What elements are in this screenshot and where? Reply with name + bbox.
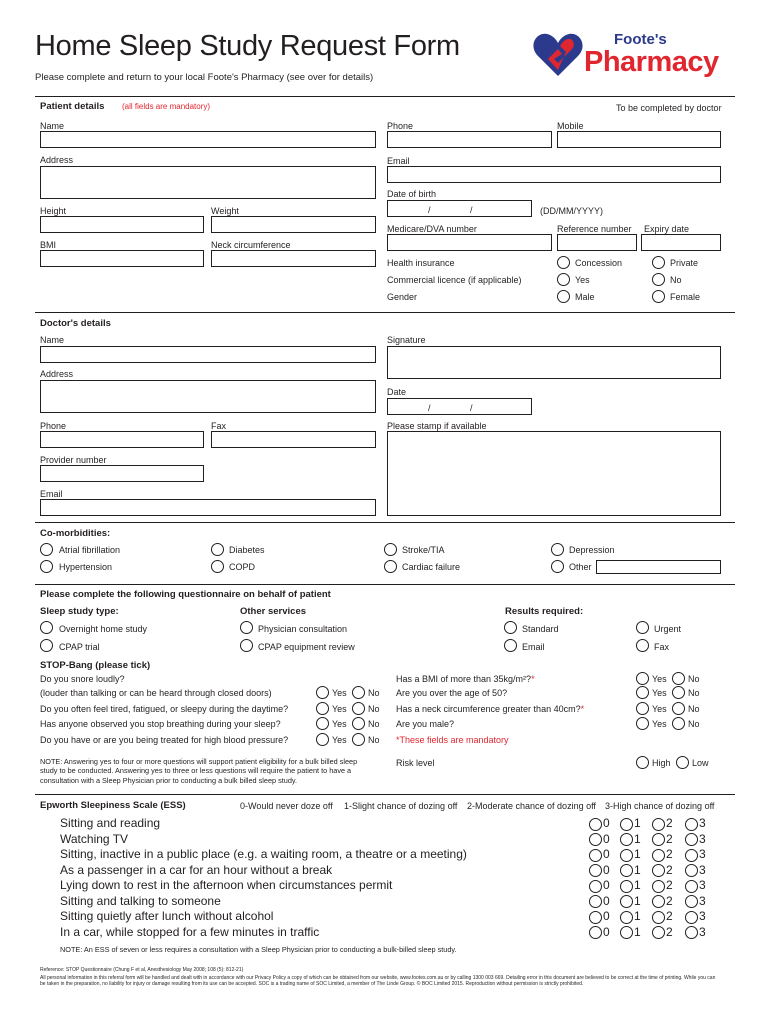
yes-radio[interactable] — [636, 702, 649, 715]
comorbid-radio[interactable] — [384, 560, 397, 573]
no-radio[interactable] — [672, 717, 685, 730]
ess-option-label: 1 — [634, 831, 641, 846]
ess-option-label: 3 — [699, 878, 706, 892]
ess-option-label: 1 — [634, 862, 641, 877]
expiry-input[interactable] — [641, 234, 721, 251]
name-label: Name — [40, 121, 65, 131]
comorbid-label: Depression — [569, 545, 615, 555]
ess-radio[interactable] — [620, 880, 633, 893]
ess-option-label: 3 — [699, 816, 706, 830]
date-slash: / — [470, 403, 473, 413]
overnight-radio[interactable] — [40, 621, 53, 634]
yes-radio[interactable] — [636, 717, 649, 730]
ess-item-label: Sitting quietly after lunch without alcohol — [60, 909, 274, 923]
ess-option-label: 2 — [666, 862, 673, 877]
stop-note: NOTE: Answering yes to four or more questions will support patient eligibility for a bulk billed sleep study to be conducted. Answering yes to three or less questions will require the patient to have a consultation with a Sleep Physician prior to conducting a bulk billed sleep study. — [40, 757, 358, 785]
divider — [35, 794, 735, 795]
ess-radio[interactable] — [685, 880, 698, 893]
doctor-heading: Doctor's details — [40, 318, 111, 329]
email-label: Email — [387, 156, 410, 166]
no-radio[interactable] — [672, 672, 685, 685]
doctor-fax-input[interactable] — [211, 431, 376, 448]
bmi-label: BMI — [40, 240, 57, 250]
ess-radio[interactable] — [620, 911, 633, 924]
commercial-no-radio[interactable] — [652, 273, 665, 286]
ess-option-label: 0 — [603, 878, 610, 892]
email-result-radio[interactable] — [504, 639, 517, 652]
ess-radio[interactable] — [589, 911, 602, 924]
commercial-yes-radio[interactable] — [557, 273, 570, 286]
ess-item-label: Sitting, inactive in a public place (e.g. a waiting room, a theatre or a meeting) — [60, 847, 467, 861]
yes-label: Yes — [332, 735, 347, 745]
height-label: Height — [40, 206, 67, 216]
comorbid-radio[interactable] — [211, 543, 224, 556]
address-label: Address — [40, 155, 74, 165]
divider — [35, 96, 735, 97]
no-label: No — [368, 719, 380, 729]
page-title: Home Sleep Study Request Form — [35, 30, 460, 62]
doctor-fax-label: Fax — [211, 421, 227, 431]
cpap-trial-radio[interactable] — [40, 639, 53, 652]
no-label: No — [368, 688, 380, 698]
commercial-label: Commercial licence (if applicable) — [387, 275, 522, 285]
doctor-phone-label: Phone — [40, 421, 67, 431]
ess-option-label: 1 — [634, 878, 641, 892]
comorbid-label: Diabetes — [229, 545, 265, 555]
other-services-heading: Other services — [240, 606, 307, 617]
yes-label: Yes — [332, 688, 347, 698]
urgent-label: Urgent — [654, 624, 682, 634]
concession-radio[interactable] — [557, 256, 570, 269]
yes-label: Yes — [332, 719, 347, 729]
stop-question-text: Has a BMI of more than 35kg/m²? — [396, 674, 532, 684]
stop-question: Do you have or are you being treated for high blood pressure? — [40, 735, 289, 745]
yes-label: Yes — [332, 704, 347, 714]
private-label: Private — [670, 258, 699, 268]
ess-radio[interactable] — [620, 833, 633, 846]
ess-radio[interactable] — [652, 833, 665, 846]
yes-label: Yes — [652, 704, 667, 714]
stop-question: Do you snore loudly? — [40, 674, 125, 684]
ess-option-label: 1 — [634, 847, 641, 861]
ess-item-label: Watching TV — [60, 831, 129, 846]
ess-radio[interactable] — [652, 818, 665, 831]
comorbid-label: COPD — [229, 562, 256, 572]
ess-radio[interactable] — [652, 849, 665, 862]
physician-radio[interactable] — [240, 621, 253, 634]
ess-option-label: 3 — [699, 909, 706, 923]
male-radio[interactable] — [557, 290, 570, 303]
ess-radio[interactable] — [685, 926, 698, 939]
ess-radio[interactable] — [685, 849, 698, 862]
ess-radio[interactable] — [652, 911, 665, 924]
stop-question: (louder than talking or can be heard through closed doors) — [40, 688, 272, 698]
ess-radio[interactable] — [589, 926, 602, 939]
low-radio[interactable] — [676, 756, 689, 769]
private-radio[interactable] — [652, 256, 665, 269]
ess-option-label: 3 — [699, 924, 706, 939]
cpap-review-label: CPAP equipment review — [258, 642, 355, 652]
ess-option-label: 2 — [666, 893, 673, 908]
no-radio[interactable] — [672, 686, 685, 699]
comorbid-label: Cardiac failure — [402, 562, 461, 572]
yes-label: Yes — [652, 688, 667, 698]
ess-radio[interactable] — [620, 849, 633, 862]
doctor-note: To be completed by doctor — [616, 103, 722, 113]
commercial-yes-label: Yes — [575, 275, 590, 285]
yes-radio[interactable] — [316, 717, 329, 730]
risk-label: Risk level — [396, 758, 435, 768]
ess-radio[interactable] — [589, 833, 602, 846]
ess-scale: 3-High chance of dozing off — [605, 801, 715, 811]
ess-scale: 1-Slight chance of dozing off — [344, 801, 458, 811]
ess-option-label: 3 — [699, 831, 706, 846]
weight-label: Weight — [211, 206, 239, 216]
comorbid-label: Stroke/TIA — [402, 545, 445, 555]
patient-email-input[interactable] — [387, 166, 721, 183]
medicare-input[interactable] — [387, 234, 552, 251]
mobile-label: Mobile — [557, 121, 584, 131]
ess-option-label: 3 — [699, 862, 706, 877]
stop-question: Has anyone observed you stop breathing during your sleep? — [40, 719, 281, 729]
patient-heading: Patient details — [40, 101, 105, 112]
logo-bottom-text: Pharmacy — [584, 46, 719, 78]
ess-radio[interactable] — [589, 849, 602, 862]
doctor-name-label: Name — [40, 335, 65, 345]
signature-input[interactable] — [387, 346, 721, 379]
ess-scale: 0-Would never doze off — [240, 801, 333, 811]
male-label: Male — [575, 292, 595, 302]
stop-question — [396, 705, 584, 714]
doctor-email-input[interactable] — [40, 499, 376, 516]
yes-radio[interactable] — [316, 686, 329, 699]
comorbid-label: Atrial fibrillation — [59, 545, 121, 555]
ess-radio[interactable] — [652, 864, 665, 877]
yes-radio[interactable] — [636, 672, 649, 685]
bmi-input[interactable] — [40, 250, 204, 267]
doctor-email-label: Email — [40, 489, 63, 499]
footer-reference: Reference: STOP Questionnaire (Chung F et al, Anesthesiology May 2008; 108 (5): 812-21) — [40, 967, 244, 973]
high-radio[interactable] — [636, 756, 649, 769]
overnight-label: Overnight home study — [59, 624, 148, 634]
yes-radio[interactable] — [636, 686, 649, 699]
doctor-name-input[interactable] — [40, 346, 376, 363]
divider — [35, 312, 735, 313]
urgent-radio[interactable] — [636, 621, 649, 634]
ess-option-label: 0 — [603, 924, 610, 939]
yes-label: Yes — [652, 719, 667, 729]
no-label: No — [368, 704, 380, 714]
ess-option-label: 0 — [603, 847, 610, 861]
ess-heading: Epworth Sleepiness Scale (ESS) — [40, 800, 186, 811]
patient-address-input[interactable] — [40, 166, 376, 199]
commercial-no-label: No — [670, 275, 682, 285]
ess-option-label: 2 — [666, 831, 673, 846]
standard-radio[interactable] — [504, 621, 517, 634]
comorbid-radio[interactable] — [40, 543, 53, 556]
ess-item-label: Lying down to rest in the afternoon when circumstances permit — [60, 878, 393, 892]
concession-label: Concession — [575, 258, 623, 268]
neck-input[interactable] — [211, 250, 376, 267]
ess-radio[interactable] — [620, 926, 633, 939]
mandatory-text: *These fields are mandatory — [396, 735, 509, 745]
fax-result-radio[interactable] — [636, 639, 649, 652]
ess-radio[interactable] — [620, 895, 633, 908]
fax-result-label: Fax — [654, 642, 670, 652]
phone-label: Phone — [387, 121, 414, 131]
medicare-label: Medicare/DVA number — [387, 224, 477, 234]
health-insurance-label: Health insurance — [387, 258, 455, 268]
ess-option-label: 2 — [666, 878, 673, 892]
stop-question: Do you often feel tired, fatigued, or sleepy during the daytime? — [40, 704, 289, 714]
weight-input[interactable] — [211, 216, 376, 233]
ess-option-label: 0 — [603, 862, 610, 877]
ess-radio[interactable] — [589, 864, 602, 877]
ess-item-label: Sitting and reading — [60, 816, 161, 830]
doctor-address-label: Address — [40, 369, 74, 379]
divider — [35, 522, 735, 523]
female-radio[interactable] — [652, 290, 665, 303]
ess-note: NOTE: An ESS of seven or less requires a consultation with a Sleep Physician prior to conducting a bulk-billed sleep study. — [60, 945, 457, 954]
provider-label: Provider number — [40, 455, 107, 465]
ess-item-label: In a car, while stopped for a few minutes in traffic — [60, 924, 320, 939]
height-input[interactable] — [40, 216, 204, 233]
questionnaire-heading: Please complete the following questionnaire on behalf of patient — [40, 589, 331, 600]
physician-label: Physician consultation — [258, 624, 348, 634]
ess-option-label: 2 — [666, 909, 673, 923]
email-result-label: Email — [522, 642, 545, 652]
ess-option-label: 3 — [699, 847, 706, 861]
no-radio[interactable] — [352, 686, 365, 699]
ess-option-label: 2 — [666, 847, 673, 861]
female-label: Female — [670, 292, 701, 302]
comorbid-radio[interactable] — [211, 560, 224, 573]
sleep-type-heading: Sleep study type: — [40, 606, 119, 617]
ess-option-label: 0 — [603, 893, 610, 908]
heart-logo-icon — [532, 30, 584, 78]
comorbid-radio[interactable] — [40, 560, 53, 573]
date-slash: / — [428, 403, 431, 413]
ess-option-label: 1 — [634, 816, 641, 830]
comorbid-label: Other — [569, 562, 592, 572]
dob-input[interactable] — [387, 200, 532, 217]
ess-radio[interactable] — [589, 895, 602, 908]
ess-option-label: 0 — [603, 831, 610, 846]
low-label: Low — [692, 758, 709, 768]
ess-option-label: 3 — [699, 893, 706, 908]
mandatory-note: (all fields are mandatory) — [122, 102, 211, 111]
required-star: * — [580, 704, 585, 714]
divider — [35, 584, 735, 585]
no-label: No — [688, 674, 700, 684]
comorbid-label: Hypertension — [59, 562, 113, 572]
stop-question-text: Has a neck circumference greater than 40cm? — [396, 704, 581, 714]
no-radio[interactable] — [352, 717, 365, 730]
reference-input[interactable] — [557, 234, 637, 251]
ess-radio[interactable] — [685, 818, 698, 831]
date-input[interactable] — [387, 398, 532, 415]
yes-radio[interactable] — [316, 702, 329, 715]
dob-format: (DD/MM/YYYY) — [540, 206, 603, 216]
stamp-area[interactable] — [387, 431, 721, 516]
date-label: Date — [387, 387, 407, 397]
ess-scale: 2-Moderate chance of dozing off — [467, 801, 596, 811]
required-star: * — [531, 674, 535, 684]
dob-slash: / — [428, 205, 431, 215]
no-radio[interactable] — [672, 702, 685, 715]
comorbid-radio[interactable] — [551, 560, 564, 573]
stop-question: Are you male? — [396, 719, 455, 729]
high-label: High — [652, 758, 671, 768]
doctor-phone-input[interactable] — [40, 431, 204, 448]
ess-option-label: 1 — [634, 893, 641, 908]
logo-top-text: Foote's — [614, 31, 667, 48]
doctor-address-input[interactable] — [40, 380, 376, 413]
stop-question — [396, 675, 535, 684]
comorbid-radio[interactable] — [551, 543, 564, 556]
ess-option-label: 1 — [634, 924, 641, 939]
ess-option-label: 2 — [666, 816, 673, 830]
yes-radio[interactable] — [316, 733, 329, 746]
no-radio[interactable] — [352, 733, 365, 746]
no-label: No — [688, 704, 700, 714]
ess-radio[interactable] — [652, 926, 665, 939]
no-radio[interactable] — [352, 702, 365, 715]
reference-label: Reference number — [557, 224, 632, 234]
no-label: No — [688, 688, 700, 698]
ess-option-label: 2 — [666, 924, 673, 939]
no-label: No — [368, 735, 380, 745]
ess-radio[interactable] — [589, 880, 602, 893]
ess-radio[interactable] — [685, 895, 698, 908]
gender-label: Gender — [387, 292, 418, 302]
expiry-label: Expiry date — [644, 224, 690, 234]
stop-question: Are you over the age of 50? — [396, 688, 508, 698]
comorbid-radio[interactable] — [384, 543, 397, 556]
ess-item-label: Sitting and talking to someone — [60, 893, 221, 908]
footer-privacy: All personal information in this referral form will be handled and dealt with in accordance with our Privacy Policy a copy of which can be obtained from our website, www.footes.com.au or by calling 1300 003 669. Detailing error in this document are believed to be correct at the time of printing. While you can be taken in the preparation, no liability for injury or damage resulting from its use can be accepted. SOC is a trading name of SOC Limited, a member of The Linde Group. © BOC Limited 2015. Reproduction without permission is strictly prohibited. — [40, 975, 716, 988]
cpap-review-radio[interactable] — [240, 639, 253, 652]
ess-radio[interactable] — [589, 818, 602, 831]
ess-radio[interactable] — [652, 895, 665, 908]
patient-phone-input[interactable] — [387, 131, 552, 148]
ess-radio[interactable] — [652, 880, 665, 893]
ess-radio[interactable] — [685, 864, 698, 877]
page-subtitle: Please complete and return to your local Foote's Pharmacy (see over for details) — [35, 72, 374, 83]
ess-option-label: 0 — [603, 816, 610, 830]
dob-label: Date of birth — [387, 189, 437, 199]
dob-slash: / — [470, 205, 473, 215]
neck-label: Neck circumference — [211, 240, 291, 250]
cpap-trial-label: CPAP trial — [59, 642, 100, 652]
stamp-label: Please stamp if available — [387, 421, 487, 431]
ess-option-label: 0 — [603, 909, 610, 923]
standard-label: Standard — [522, 624, 559, 634]
ess-radio[interactable] — [685, 911, 698, 924]
signature-label: Signature — [387, 335, 426, 345]
yes-label: Yes — [652, 674, 667, 684]
patient-mobile-input[interactable] — [557, 131, 721, 148]
ess-radio[interactable] — [620, 864, 633, 877]
ess-radio[interactable] — [685, 833, 698, 846]
no-label: No — [688, 719, 700, 729]
ess-option-label: 1 — [634, 909, 641, 923]
provider-input[interactable] — [40, 465, 204, 482]
ess-item-label: As a passenger in a car for an hour without a break — [60, 862, 333, 877]
patient-name-input[interactable] — [40, 131, 376, 148]
ess-radio[interactable] — [620, 818, 633, 831]
results-heading: Results required: — [505, 606, 584, 617]
other-input[interactable] — [596, 560, 721, 574]
stop-bang-heading: STOP-Bang (please tick) — [40, 660, 151, 671]
comorbid-heading: Co-morbidities: — [40, 528, 111, 539]
